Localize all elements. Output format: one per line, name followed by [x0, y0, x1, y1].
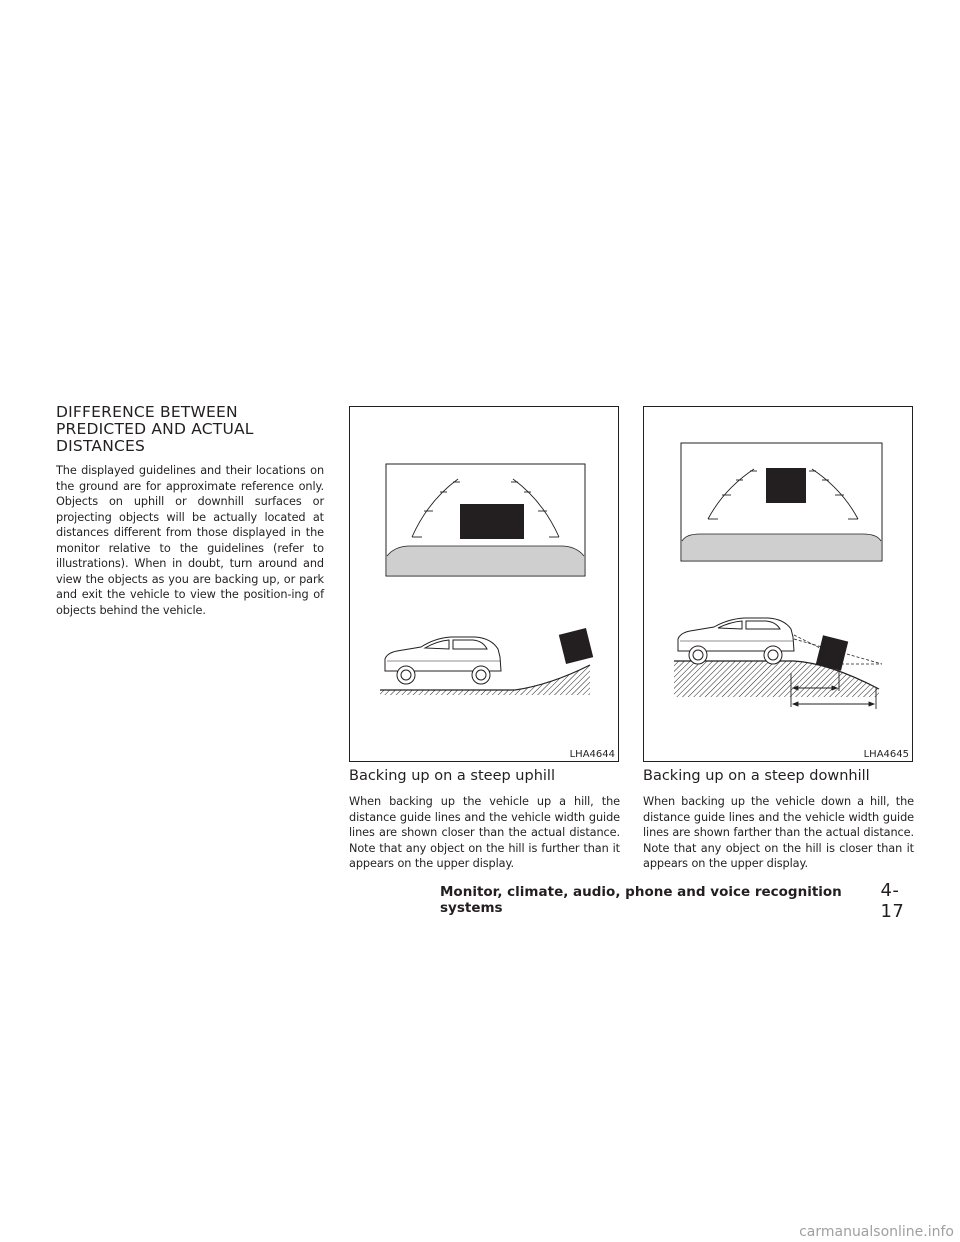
subsection-title: Backing up on a steep downhill [643, 768, 870, 784]
downhill-illustration [644, 407, 914, 763]
subsection-uphill [349, 768, 620, 872]
section-body: The displayed guidelines and their locations on the ground are for approximate reference only. Objects on uphill or downhill surfaces or projecting objects will be actually located at distances different from those displayed in the monitor relative to the guidelines (refer to illustrations). When in doubt, turn around and view the objects as you are backing up, or park and exit the vehicle to view the position-ing of objects behind the vehicle. [56, 464, 324, 617]
watermark: carmanualsonline.info [799, 1224, 954, 1240]
figure-code: LHA4644 [569, 749, 615, 760]
section-difference [56, 404, 324, 618]
subsection-body: When backing up the vehicle down a hill, the distance guide lines and the vehicle width guide lines are shown farther than the actual distance. Note that any object on the hill is closer than it appears on the upper display. [643, 795, 914, 870]
section-title-line: DISTANCES [56, 437, 146, 455]
uphill-illustration [350, 407, 620, 763]
object-on-display [460, 504, 524, 539]
subsection-downhill [643, 768, 914, 872]
object-on-hill [816, 635, 848, 670]
object-on-hill [559, 628, 593, 664]
page-footer [440, 880, 920, 922]
subsection-body: When backing up the vehicle up a hill, the distance guide lines and the vehicle width guide lines are shown closer than the actual distance. Note that any object on the hill is further than it appears on the upper display. [349, 795, 620, 870]
car-icon [385, 637, 501, 684]
figure-code: LHA4645 [863, 749, 909, 760]
figure-uphill [349, 406, 619, 762]
ground-downhill [674, 661, 879, 697]
object-on-display [766, 468, 806, 503]
section-title-line: DIFFERENCE BETWEEN [56, 403, 238, 421]
section-title [56, 404, 324, 455]
chapter-title: Monitor, climate, audio, phone and voice recognition systems [440, 884, 842, 916]
section-title-line: PREDICTED AND ACTUAL [56, 420, 254, 438]
subsection-title: Backing up on a steep uphill [349, 768, 555, 784]
figure-downhill [643, 406, 913, 762]
page-number: 4-17 [880, 880, 905, 922]
car-icon [678, 618, 794, 664]
